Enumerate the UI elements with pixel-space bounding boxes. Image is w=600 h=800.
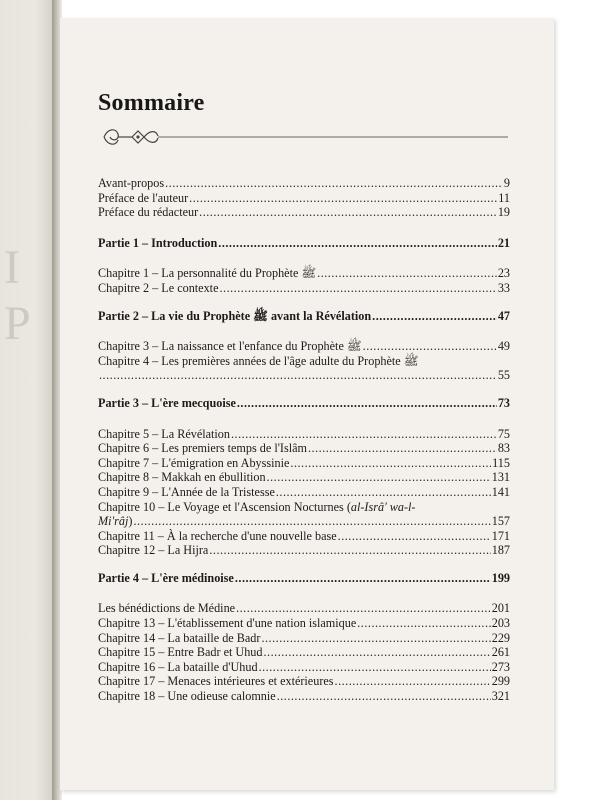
toc-entry[interactable]: Chapitre 11 – À la recherche d'une nouvelle base ..... 171 [98,529,510,544]
toc-entry[interactable]: Chapitre 13 – L'établissement d'une nation islamique ..... 203 [98,616,510,631]
toc-entry[interactable]: Avant-propos ..... 9 [98,176,510,191]
toc-entry[interactable]: Chapitre 18 – Une odieuse calomnie ..... 321 [98,689,510,704]
toc-entry[interactable]: Chapitre 1 – La personnalité du Prophète ﷺ ..... 23 [98,266,510,281]
toc-entry[interactable]: Chapitre 17 – Menaces intérieures et extérieures ..... 299 [98,674,510,689]
toc-entry[interactable]: Chapitre 12 – La Hijra ..... 187 [98,543,510,558]
table-of-contents [98,176,510,704]
toc-entry[interactable]: Préface du rédacteur ..... 19 [98,205,510,220]
left-facing-page [0,0,58,800]
toc-entry[interactable]: Chapitre 5 – La Révélation ..... 75 [98,427,510,442]
toc-entry[interactable]: Chapitre 9 – L'Année de la Tristesse ..... 141 [98,485,510,500]
toc-entry-line: Chapitre 4 – Les premières années de l'âge adulte du Prophète ﷺ [98,353,419,368]
toc-entry[interactable]: Chapitre 7 – L'émigration en Abyssinie ..... 115 [98,456,510,471]
ghost-letter: I [4,241,20,294]
toc-entry-line: Chapitre 10 – Le Voyage et l'Ascension Nocturnes (al-Isrâ' wa-l- [98,499,416,514]
toc-entry[interactable]: Chapitre 3 – La naissance et l'enfance du Prophète ﷺ ..... 49 [98,339,510,354]
toc-entry[interactable]: Chapitre 2 – Le contexte ..... 33 [98,281,510,296]
toc-part-heading[interactable]: Partie 4 – L'ère médinoise ..... 199 [98,571,510,586]
toc-entry[interactable]: Chapitre 14 – La bataille de Badr ..... 229 [98,631,510,646]
toc-part-heading[interactable]: Partie 1 – Introduction ..... 21 [98,236,510,251]
toc-part-heading[interactable]: Partie 3 – L'ère mecquoise ..... 73 [98,396,510,411]
left-page-ghost-letters [4,240,31,352]
toc-entry[interactable]: Préface de l'auteur ..... 11 [98,191,510,206]
toc-entry[interactable]: Chapitre 4 – Les premières années de l'âge adulte du Prophète ﷺ ..... 55 [98,354,510,383]
ornament-divider-icon [98,122,518,152]
ghost-letter: P [4,297,31,350]
toc-entry[interactable]: Chapitre 16 – La bataille d'Uhud ..... 273 [98,660,510,675]
toc-entry[interactable]: Chapitre 15 – Entre Badr et Uhud ..... 261 [98,645,510,660]
page-title: Sommaire [98,90,205,116]
toc-entry[interactable]: Chapitre 6 – Les premiers temps de l'Islâm ..... 83 [98,441,510,456]
toc-part-heading[interactable]: Partie 2 – La vie du Prophète ﷺ avant la Révélation ..... 47 [98,309,510,324]
toc-entry[interactable]: Chapitre 8 – Makkah en ébullition ..... 131 [98,470,510,485]
toc-entry[interactable]: Les bénédictions de Médine ..... 201 [98,601,510,616]
toc-entry[interactable]: Chapitre 10 – Le Voyage et l'Ascension Nocturnes (al-Isrâ' wa-l- Mi'râj) ..... 157 [98,500,510,529]
book-page [60,18,554,790]
